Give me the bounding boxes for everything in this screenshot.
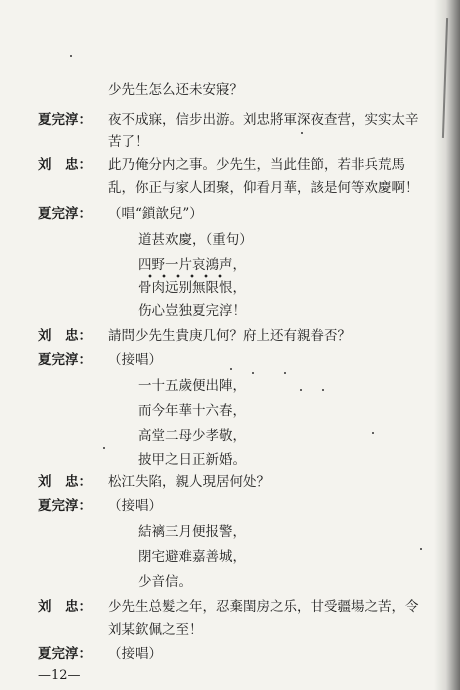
text-line: 乱，你正与家人团聚，仰看月華，該是何等欢慶啊！ [108, 180, 419, 196]
text-line: 刘某欽佩之至！ [108, 622, 203, 638]
stage-direction: （唱“鎖歆兒”） [108, 206, 203, 222]
stage-direction: （接唱） [108, 352, 162, 368]
verse-line: 骨肉远别無限恨， [138, 280, 246, 296]
speaker-label: 刘 忠： [38, 474, 92, 490]
verse-line: 披甲之日正新婚。 [138, 452, 246, 468]
text-line: 此乃俺分内之事。少先生，当此佳節，若非兵荒馬 [108, 157, 405, 173]
text-line: 少先生怎么还未安寢？ [108, 82, 243, 98]
verse-line: 一十五歲便出陣， [138, 378, 246, 394]
verse-line: 四野一片哀鴻声， [138, 257, 246, 273]
text-line: 少先生总髮之年，忍棄閨房之乐，甘受疆場之苦，令 [108, 599, 419, 615]
stage-direction: （接唱） [108, 646, 162, 662]
speaker-label: 夏完淳： [38, 206, 92, 222]
print-speck [372, 432, 374, 434]
speaker-label: 夏完淳： [38, 498, 92, 514]
speaker-label: 刘 忠： [38, 157, 92, 173]
text-line: 苦了！ [108, 134, 149, 150]
text-line: 夜不成寐，信步出游。刘忠將軍深夜查营，实实太辛 [108, 112, 419, 128]
text-line: 請問少先生貴庚几何？府上还有親眷否？ [108, 328, 351, 344]
print-speck [70, 55, 72, 57]
print-speck [300, 389, 302, 391]
stage-direction: （接唱） [108, 498, 162, 514]
verse-line: 少音信。 [138, 574, 192, 590]
print-speck [420, 548, 422, 550]
print-speck [230, 368, 232, 370]
text-line: 松江失陷，親人現居何处？ [108, 474, 270, 490]
print-speck [322, 389, 324, 391]
print-speck [252, 372, 254, 374]
verse-line: 而今年華十六春， [138, 403, 246, 419]
verse-line: 伤心豈独夏完淳！ [138, 303, 246, 319]
speaker-label: 刘 忠： [38, 599, 92, 615]
verse-line: 高堂二母少孝敬， [138, 428, 246, 444]
verse-line: 閉宅避难嘉善城， [138, 549, 246, 565]
print-speck [284, 372, 286, 374]
emphasis-dots [143, 274, 229, 278]
page-number: —12— [38, 668, 81, 683]
verse-line: 結褵三月便报警， [138, 524, 246, 540]
speaker-label: 夏完淳： [38, 352, 92, 368]
speaker-label: 刘 忠： [38, 328, 92, 344]
speaker-label: 夏完淳： [38, 646, 92, 662]
verse-line: 道甚欢慶，（重句） [138, 232, 253, 248]
page-edge-shadow [434, 0, 460, 690]
speaker-label: 夏完淳： [38, 112, 92, 128]
print-speck [301, 132, 303, 134]
print-speck [103, 447, 105, 449]
